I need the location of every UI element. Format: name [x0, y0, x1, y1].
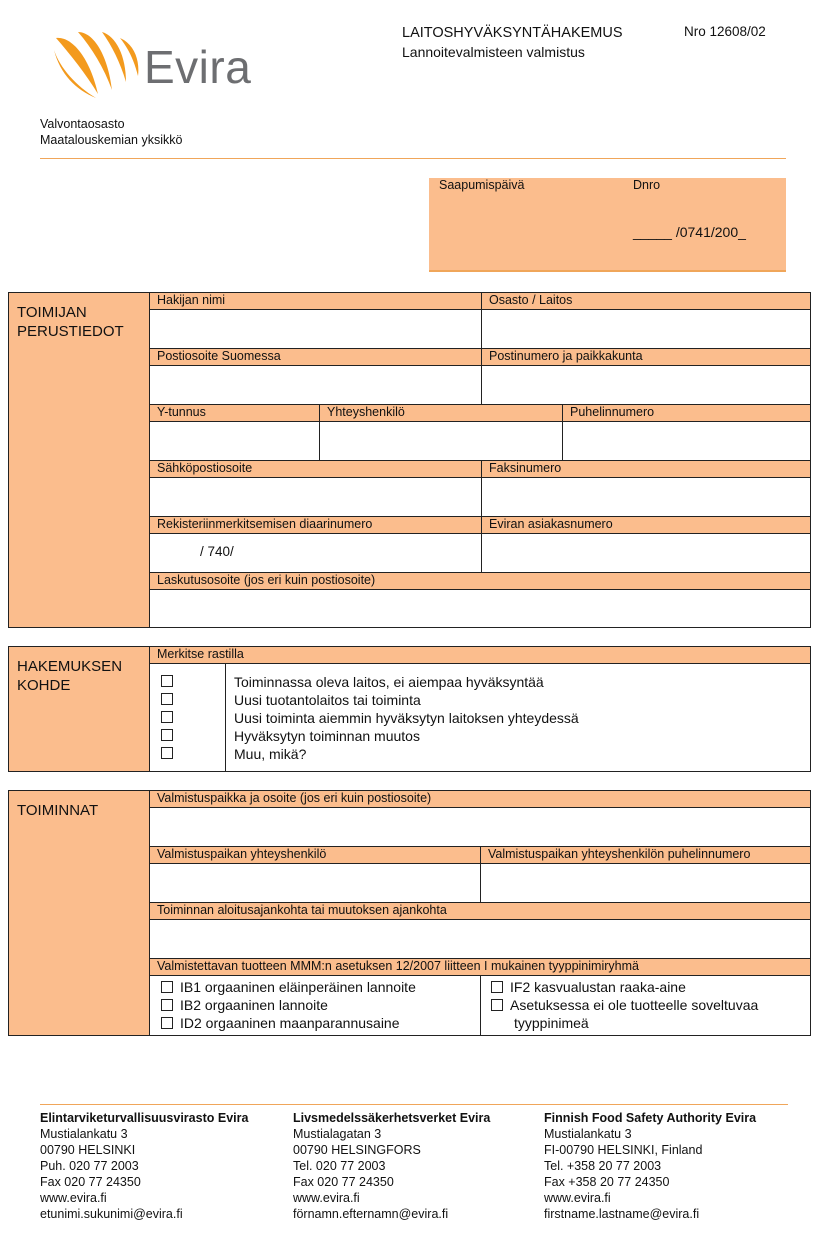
fax-label: Faksinumero — [489, 461, 562, 475]
type-label-not-applicable: Asetuksessa ei ole tuotteelle soveltuvaa — [510, 997, 759, 1013]
footer-web[interactable]: www.evira.fi — [40, 1191, 107, 1205]
production-site-label: Valmistuspaikka ja osoite (jos eri kuin postiosoite) — [157, 791, 432, 805]
form-title-sub: Lannoitevalmisteen valmistus — [402, 44, 585, 60]
department-name: Valvontaosasto — [40, 117, 125, 131]
type-label-not-applicable-cont: tyyppinimeä — [514, 1015, 589, 1031]
evira-logo-mark-icon — [50, 28, 150, 108]
option-checkbox-2[interactable] — [161, 693, 173, 705]
section-basic-title — [17, 303, 124, 341]
type-checkbox-ib2[interactable] — [161, 999, 173, 1011]
footer-street: Mustialankatu 3 — [40, 1127, 128, 1141]
product-type-group-label: Valmistettavan tuotteen MMM:n asetuksen 12/2007 liitteen I mukainen tyyppinimiryhmä — [157, 959, 639, 973]
type-checkbox-ib1[interactable] — [161, 981, 173, 993]
section-basic-fields — [149, 293, 810, 627]
footer-email[interactable]: förnamn.efternamn@evira.fi — [293, 1207, 449, 1221]
business-id-field[interactable] — [150, 422, 319, 460]
footer-street: Mustialagatan 3 — [293, 1127, 382, 1141]
dnro-label: Dnro — [633, 178, 661, 192]
option-label-2: Uusi tuotantolaitos tai toiminta — [234, 692, 421, 708]
applicant-name-label: Hakijan nimi — [157, 293, 226, 307]
row-header — [150, 903, 810, 920]
type-label-ib1: IB1 orgaaninen eläinperäinen lannoite — [180, 979, 416, 995]
section-subject-title — [17, 657, 122, 695]
footer-web[interactable]: www.evira.fi — [293, 1191, 360, 1205]
option-checkbox-3[interactable] — [161, 711, 173, 723]
contact-person-label: Yhteyshenkilö — [327, 405, 405, 419]
footer-divider — [40, 1104, 788, 1105]
row-header — [150, 517, 810, 534]
footer-fax: Fax +358 20 77 24350 — [544, 1175, 670, 1189]
option-label-4: Hyväksytyn toiminnan muutos — [234, 728, 420, 744]
option-checkbox-1[interactable] — [161, 675, 173, 687]
registration-number-field[interactable] — [150, 534, 481, 572]
postal-address-field[interactable] — [150, 366, 481, 404]
divider — [562, 405, 563, 460]
type-label-if2: IF2 kasvualustan raaka-aine — [510, 979, 686, 995]
option-checkbox-5[interactable] — [161, 747, 173, 759]
option-label-5: Muu, mikä? — [234, 746, 307, 762]
row-header — [150, 293, 810, 310]
evira-customer-number-field[interactable] — [482, 534, 810, 572]
footer-fax: Fax 020 77 24350 — [293, 1175, 394, 1189]
type-checkbox-id2[interactable] — [161, 1017, 173, 1029]
row-header — [150, 349, 810, 366]
footer-column-en — [544, 1110, 756, 1222]
phone-field[interactable] — [563, 422, 810, 460]
footer-column-sv — [293, 1110, 490, 1222]
start-date-field[interactable] — [150, 920, 810, 958]
footer-city: 00790 HELSINKI — [40, 1143, 136, 1157]
row-header — [150, 405, 810, 422]
site-contact-label: Valmistuspaikan yhteyshenkilö — [157, 847, 327, 861]
divider — [481, 293, 482, 404]
section-operations-fields — [149, 791, 810, 1035]
section-application-subject — [8, 646, 811, 772]
registration-number-label: Rekisteriinmerkitsemisen diaarinumero — [157, 517, 373, 531]
footer-fax: Fax 020 77 24350 — [40, 1175, 141, 1189]
site-contact-field[interactable] — [150, 864, 480, 902]
postal-code-city-label: Postinumero ja paikkakunta — [489, 349, 643, 363]
divider — [225, 664, 226, 771]
footer-city: 00790 HELSINGFORS — [293, 1143, 421, 1157]
row-header — [150, 791, 810, 808]
email-label: Sähköpostiosoite — [157, 461, 253, 475]
row-header — [150, 647, 810, 664]
section-basic-info — [8, 292, 811, 628]
billing-address-field[interactable] — [150, 590, 810, 626]
footer-email[interactable]: firstname.lastname@evira.fi — [544, 1207, 700, 1221]
registration-number-value: / 740/ — [200, 544, 234, 559]
divider — [319, 405, 320, 460]
section-operations-title: TOIMINNAT — [17, 802, 99, 819]
email-field[interactable] — [150, 478, 481, 516]
divider — [480, 847, 481, 902]
footer-org-name: Livsmedelssäkerhetsverket Evira — [293, 1111, 491, 1125]
footer-phone: Puh. 020 77 2003 — [40, 1159, 139, 1173]
form-number: Nro 12608/02 — [684, 24, 766, 39]
form-title — [402, 24, 623, 62]
type-checkbox-if2[interactable] — [491, 981, 503, 993]
site-contact-phone-label: Valmistuspaikan yhteyshenkilön puhelinnumero — [488, 847, 751, 861]
row-header — [150, 461, 810, 478]
option-label-1: Toiminnassa oleva laitos, ei aiempaa hyväksyntää — [234, 674, 544, 690]
department-field[interactable] — [482, 310, 810, 348]
arrival-date-label: Saapumispäivä — [439, 178, 525, 192]
footer-column-fi — [40, 1110, 248, 1222]
footer-org-name: Finnish Food Safety Authority Evira — [544, 1111, 757, 1125]
section-subject-fields — [149, 647, 810, 771]
fax-field[interactable] — [482, 478, 810, 516]
type-label-id2: ID2 orgaaninen maanparannusaine — [180, 1015, 400, 1031]
section-subject-title-line1: HAKEMUKSEN — [17, 658, 123, 675]
postal-code-city-field[interactable] — [482, 366, 810, 404]
logo-wordmark: Evira — [144, 41, 252, 93]
header-divider — [40, 158, 786, 159]
arrival-box — [429, 178, 786, 272]
department-label: Osasto / Laitos — [489, 293, 573, 307]
footer-phone: Tel. 020 77 2003 — [293, 1159, 386, 1173]
production-site-field[interactable] — [150, 808, 810, 846]
start-date-label: Toiminnan aloitusajankohta tai muutoksen ajankohta — [157, 903, 447, 917]
footer-org-name: Elintarviketurvallisuusvirasto Evira — [40, 1111, 249, 1125]
type-checkbox-not-applicable[interactable] — [491, 999, 503, 1011]
mark-instruction: Merkitse rastilla — [157, 647, 244, 661]
evira-logo — [50, 28, 290, 108]
dnro-value: _____ /0741/200_ — [633, 224, 746, 240]
billing-address-label: Laskutusosoite (jos eri kuin postiosoite) — [157, 573, 376, 587]
unit-name: Maatalouskemian yksikkö — [40, 133, 183, 147]
evira-customer-number-label: Eviran asiakasnumero — [489, 517, 613, 531]
phone-label: Puhelinnumero — [570, 405, 655, 419]
footer-street: Mustialankatu 3 — [544, 1127, 632, 1141]
option-label-3: Uusi toiminta aiemmin hyväksytyn laitoksen yhteydessä — [234, 710, 579, 726]
postal-address-label: Postiosoite Suomessa — [157, 349, 281, 363]
footer-phone: Tel. +358 20 77 2003 — [544, 1159, 662, 1173]
section-operations — [8, 790, 811, 1036]
site-contact-phone-field[interactable] — [481, 864, 810, 902]
contact-person-field[interactable] — [320, 422, 562, 460]
divider — [481, 461, 482, 572]
footer-web[interactable]: www.evira.fi — [544, 1191, 611, 1205]
section-basic-title-line2: PERUSTIEDOT — [17, 323, 124, 340]
row-header — [150, 573, 810, 590]
applicant-name-field[interactable] — [150, 310, 481, 348]
row-header — [150, 959, 810, 976]
department-block — [40, 116, 182, 148]
section-basic-title-line1: TOIMIJAN — [17, 304, 87, 321]
form-title-main: LAITOSHYVÄKSYNTÄHAKEMUS — [402, 25, 623, 41]
option-checkbox-4[interactable] — [161, 729, 173, 741]
type-label-ib2: IB2 orgaaninen lannoite — [180, 997, 328, 1013]
section-subject-title-line2: KOHDE — [17, 677, 71, 694]
footer-city: FI-00790 HELSINKI, Finland — [544, 1143, 703, 1157]
business-id-label: Y-tunnus — [157, 405, 206, 419]
divider — [480, 976, 481, 1035]
footer-email[interactable]: etunimi.sukunimi@evira.fi — [40, 1207, 183, 1221]
